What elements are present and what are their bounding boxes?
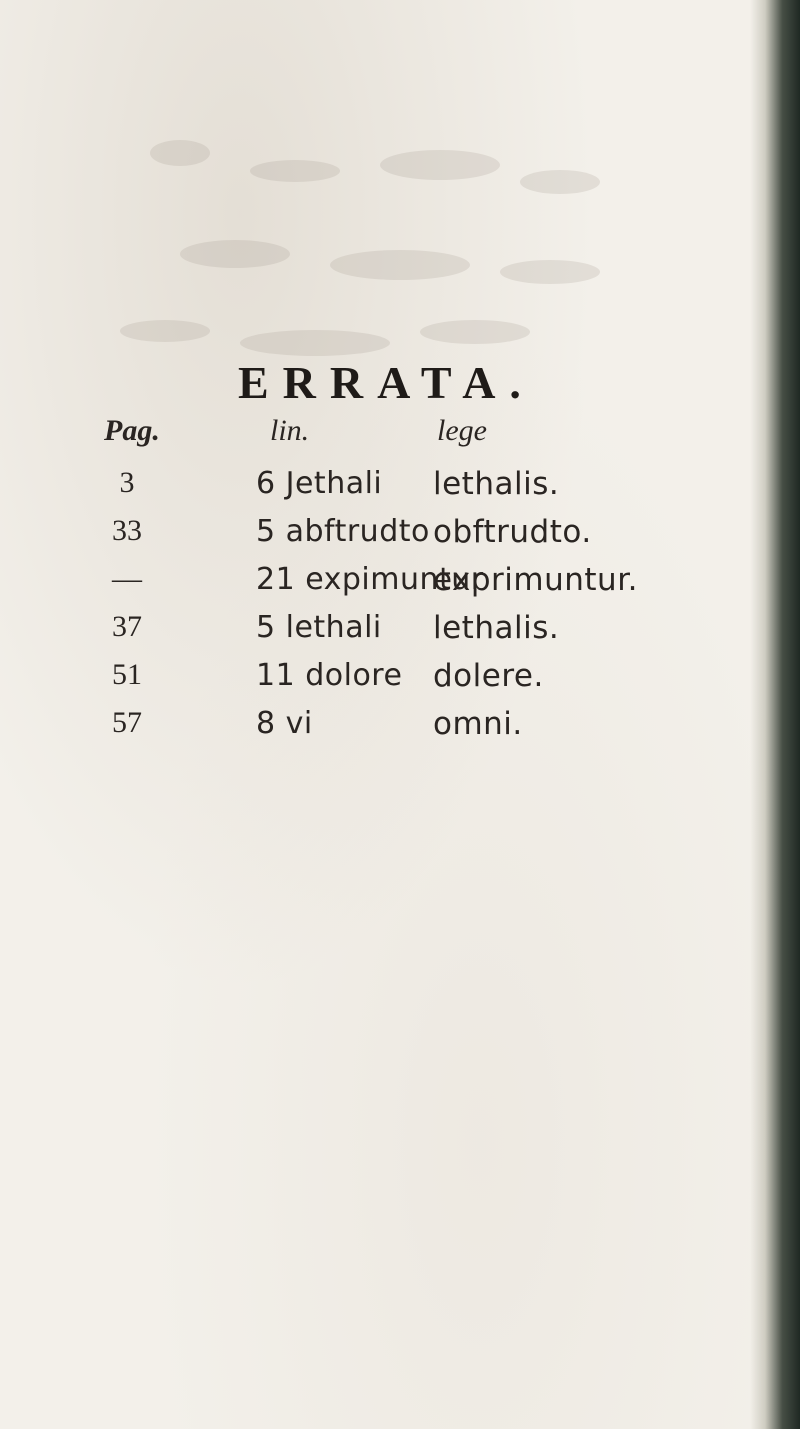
correction: dolere. — [433, 658, 544, 694]
correction: obftrudto. — [433, 514, 592, 550]
column-header-read: lege — [437, 414, 487, 447]
page-number: — — [112, 562, 142, 595]
correction: lethalis. — [433, 466, 560, 502]
line-and-error: 8 vi — [256, 706, 313, 741]
column-header-line: lin. — [270, 414, 310, 447]
correction: exprimuntur. — [433, 562, 638, 598]
line-and-error: 21 expimuntur — [256, 562, 484, 597]
line-and-error: 5 lethali — [256, 610, 382, 645]
correction: lethalis. — [433, 610, 560, 646]
errata-row — [0, 562, 800, 610]
column-header-page: Pag. — [104, 414, 160, 447]
errata-row — [0, 658, 800, 706]
page-number: 37 — [112, 610, 142, 643]
line-and-error: 11 dolore — [256, 658, 403, 693]
errata-row — [0, 514, 800, 562]
correction: omni. — [433, 706, 523, 742]
page-number: 3 — [119, 466, 135, 499]
errata-row — [0, 706, 800, 754]
line-and-error: 6 Jethali — [256, 466, 383, 501]
errata-row — [0, 466, 800, 514]
errata-row — [0, 610, 800, 658]
errata-title: ERRATA. — [238, 357, 535, 408]
line-and-error: 5 abftrudto — [256, 514, 430, 549]
page-number: 33 — [112, 514, 142, 547]
page-number: 57 — [112, 706, 142, 739]
page-number: 51 — [112, 658, 142, 691]
